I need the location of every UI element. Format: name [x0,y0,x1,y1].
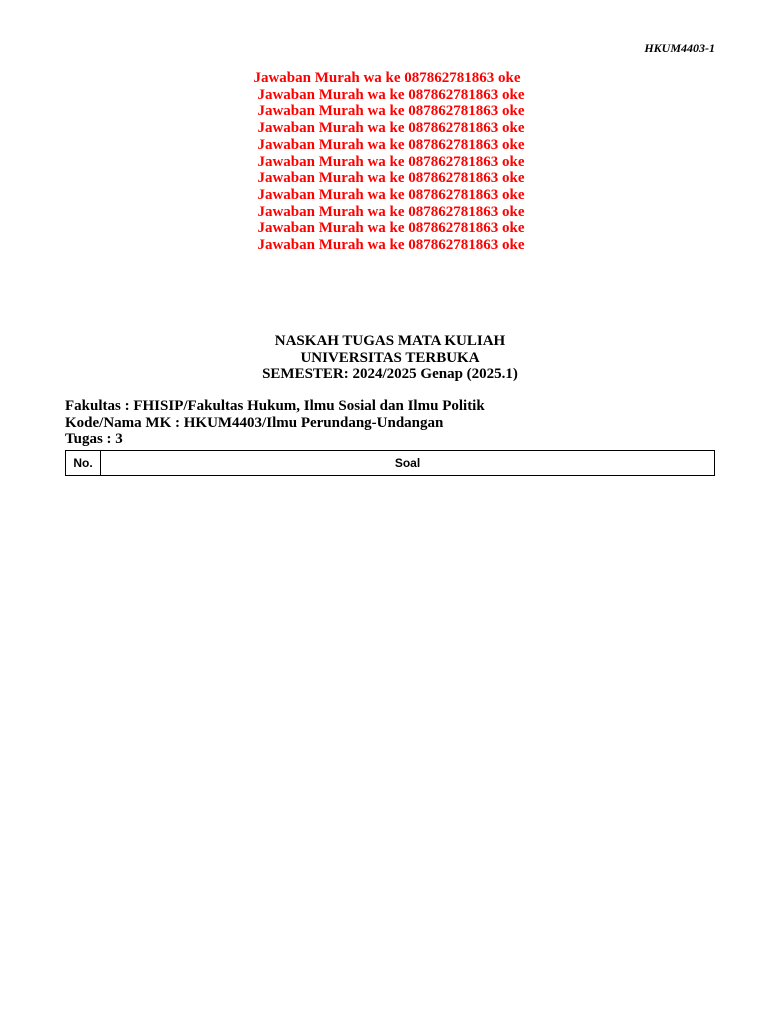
title-line-naskah: NASKAH TUGAS MATA KULIAH [274,333,506,349]
promo-line: Jawaban Murah wa ke 087862781863 oke [257,220,525,237]
promo-line: Jawaban Murah wa ke 087862781863 oke [253,70,521,86]
promo-line: Jawaban Murah wa ke 087862781863 oke [257,86,525,103]
promo-line: Jawaban Murah wa ke 087862781863 oke [257,186,525,203]
promo-text-block [0,70,768,254]
course-meta [65,398,485,448]
promo-line: Jawaban Murah wa ke 087862781863 oke [257,170,525,187]
document-code: HKUM4403-1 [644,41,715,55]
title-line-university: UNIVERSITAS TERBUKA [300,349,480,366]
fakultas-label: Fakultas : FHISIP/Fakultas Hukum, Ilmu Sosial dan Ilmu Politik [65,398,485,414]
tugas-label: Tugas : 3 [65,431,123,447]
promo-line: Jawaban Murah wa ke 087862781863 oke [257,237,525,254]
promo-line: Jawaban Murah wa ke 087862781863 oke [257,120,525,137]
table-header-row [66,451,715,476]
promo-line: Jawaban Murah wa ke 087862781863 oke [257,153,525,170]
column-header-soal: Soal [101,451,715,476]
document-title [0,333,768,383]
kode-mk-label: Kode/Nama MK : HKUM4403/Ilmu Perundang-Undangan [65,414,444,431]
promo-line: Jawaban Murah wa ke 087862781863 oke [257,203,525,220]
promo-line: Jawaban Murah wa ke 087862781863 oke [257,136,525,153]
soal-table [65,450,715,476]
promo-line: Jawaban Murah wa ke 087862781863 oke [257,103,525,120]
title-line-semester: SEMESTER: 2024/2025 Genap (2025.1) [262,366,518,382]
column-header-no: No. [66,451,101,476]
